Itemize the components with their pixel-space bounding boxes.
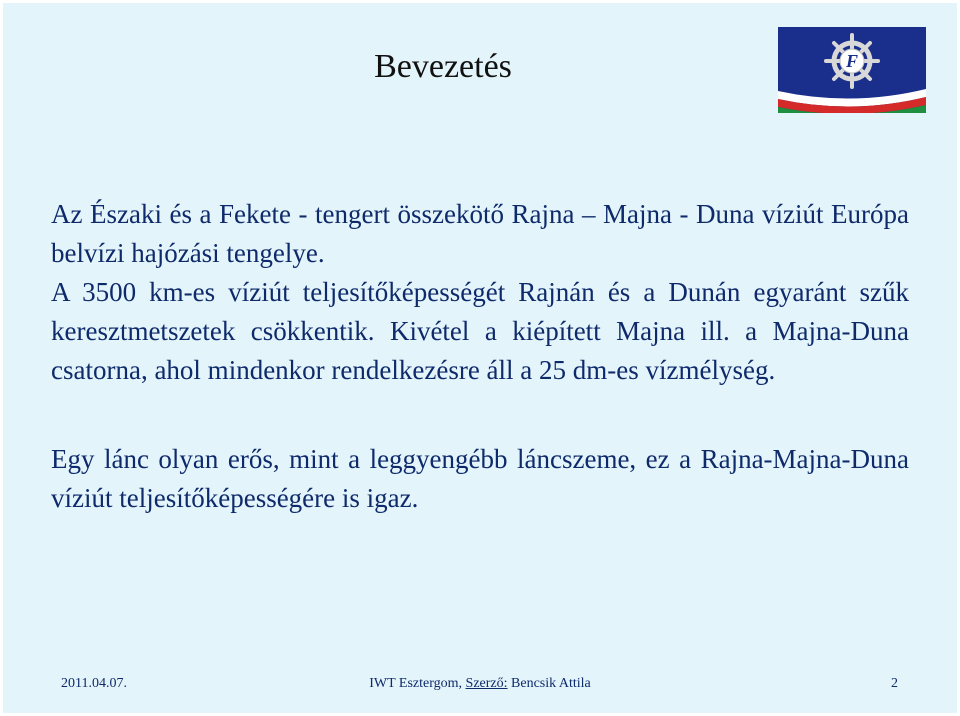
footer-author-name: Bencsik Attila xyxy=(507,676,591,691)
paragraph-chain: Egy lánc olyan erős, mint a leggyengébb láncszeme, ez a Rajna-Majna-Duna víziút teljesítőképességére is igaz. xyxy=(51,444,909,513)
footer-date: 2011.04.07. xyxy=(61,676,127,691)
company-logo-icon xyxy=(778,27,926,113)
footer-author xyxy=(3,675,957,693)
footer-author-prefix: IWT Esztergom, xyxy=(369,676,466,691)
paragraph-capacity: A 3500 km-es víziút teljesítőképességét Rajnán és a Dunán egyaránt szűk keresztmetszetek csökkentik. Kivétel a kiépített Majna ill. a Majna-Duna csatorna, ahol mindenkor rendelkezésre áll a 25 dm-es vízmélység. xyxy=(51,277,909,385)
slide-body xyxy=(51,195,909,518)
slide xyxy=(3,3,957,713)
footer-page-number: 2 xyxy=(891,676,898,691)
paragraph-intro: Az Északi és a Fekete - tengert összekötő Rajna – Majna - Duna víziút Európa belvízi hajózási tengelye. xyxy=(51,199,909,268)
footer-author-label: Szerző: xyxy=(465,676,508,691)
slide-title: Bevezetés xyxy=(374,48,512,85)
logo-letter: F xyxy=(845,51,859,71)
